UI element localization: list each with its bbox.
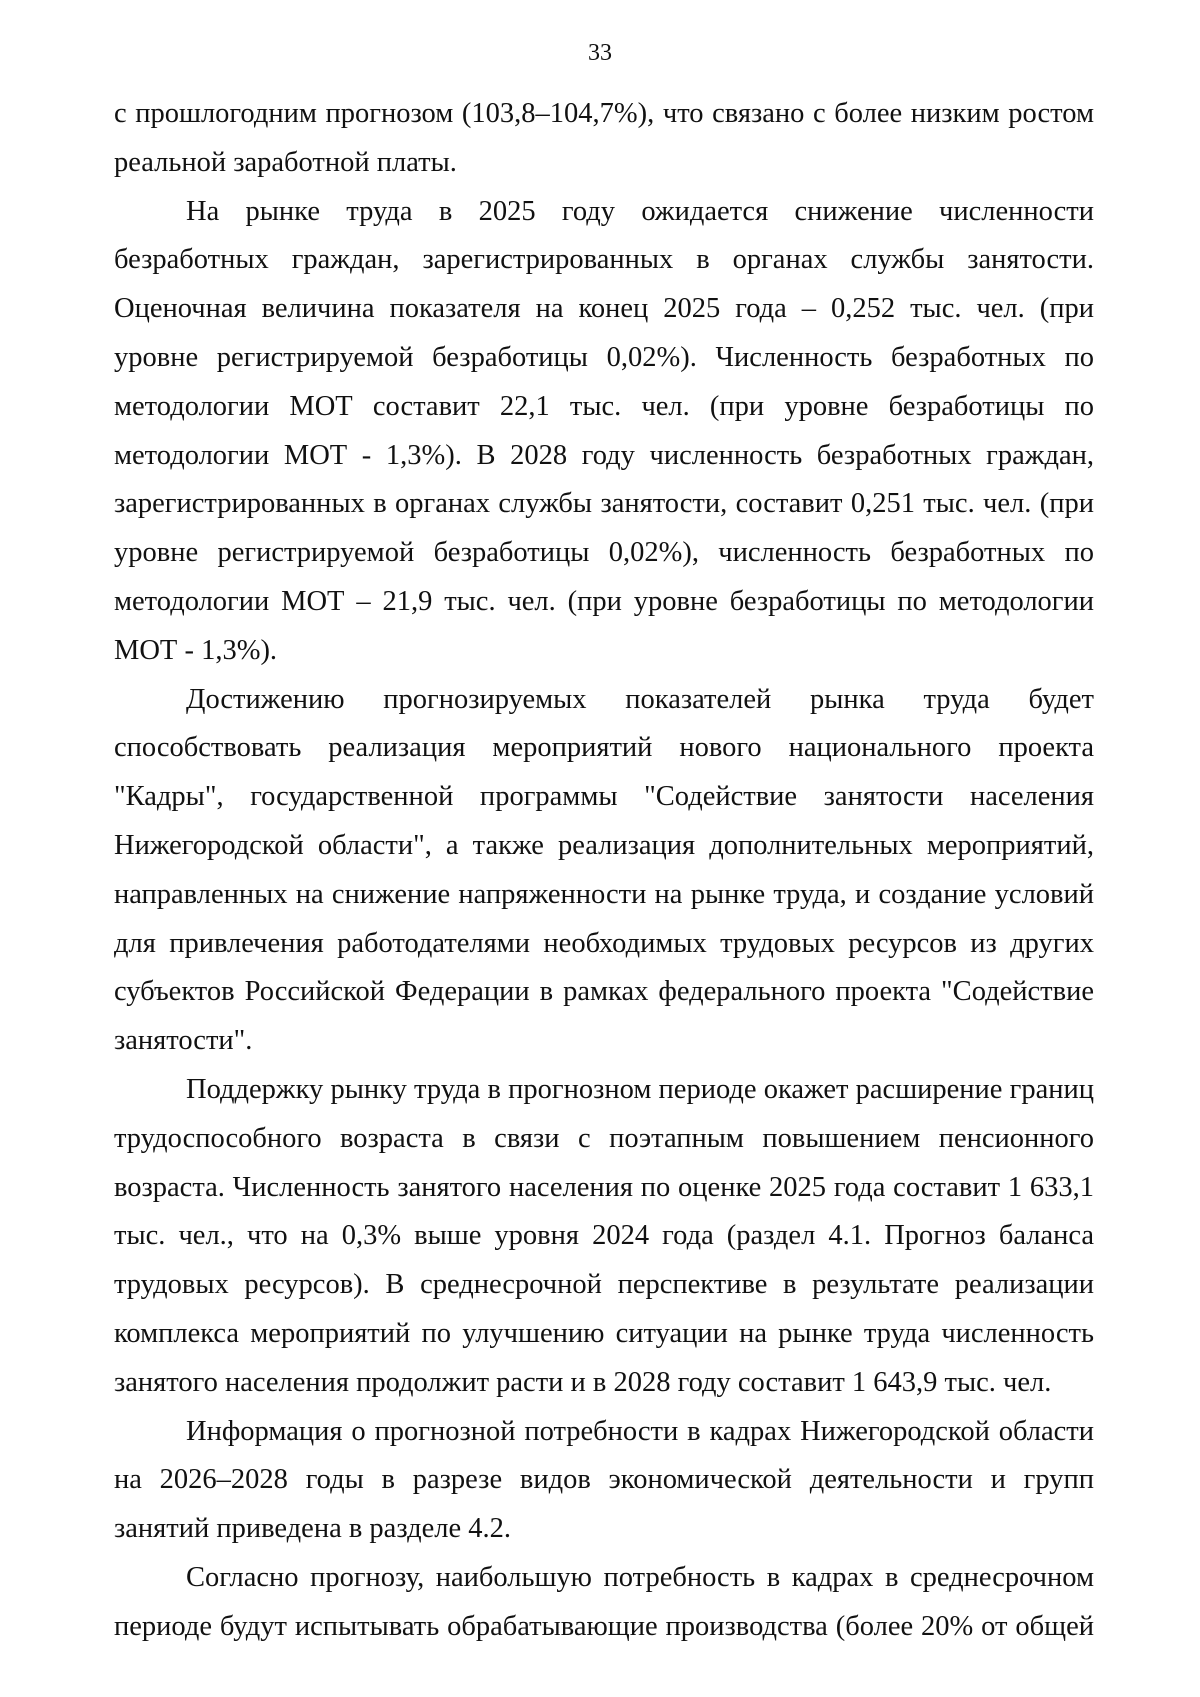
paragraph-salary-continuation: с прошлогодним прогнозом (103,8–104,7%), что связано с более низким ростом реальной заработной платы. — [114, 98, 1094, 178]
body-text — [114, 90, 1094, 1652]
paragraph-unemployment: На рынке труда в 2025 году ожидается снижение численности безработных граждан, зарегистрированных в органах службы занятости. Оценочная величина показателя на конец 2025 года – 0,252 тыс. чел. (при уровне регистрируемой безработицы 0,02%). Численность безработных по методологии МОТ составит 22,1 тыс. чел. (при уровне безработицы по методологии МОТ - 1,3%). В 2028 году численность безработных граждан, зарегистрированных в органах службы занятости, составит 0,251 тыс. чел. (при уровне регистрируемой безработицы 0,02%), численность безработных по методологии МОТ – 21,9 тыс. чел. (при уровне безработицы по методологии МОТ - 1,3%). — [114, 195, 1094, 666]
paragraph-staffing-needs-info: Информация о прогнозной потребности в кадрах Нижегородской области на 2026–2028 годы в разрезе видов экономической деятельности и групп занятий приведена в разделе 4.2. — [114, 1415, 1094, 1545]
paragraph-manufacturing-demand: Согласно прогнозу, наибольшую потребность в кадрах в среднесрочном периоде будут испытывать обрабатывающие производства (более 20% от общей — [114, 1561, 1094, 1642]
page-number: 33 — [588, 40, 612, 66]
paragraph-labor-market-measures: Достижению прогнозируемых показателей рынка труда будет способствовать реализация мероприятий нового национального проекта "Кадры", государственной программы "Содействие занятости населения Нижегородской области", а также реализация дополнительных мероприятий, направленных на снижение напряженности на рынке труда, и создание условий для привлечения работодателями необходимых трудовых ресурсов из других субъектов Российской Федерации в рамках федерального проекта "Содействие занятости". — [114, 683, 1094, 1057]
paragraph-employed-population: Поддержку рынку труда в прогнозном периоде окажет расширение границ трудоспособного возраста в связи с поэтапным повышением пенсионного возраста. Численность занятого населения по оценке 2025 года составит 1 633,1 тыс. чел., что на 0,3% выше уровня 2024 года (раздел 4.1. Прогноз баланса трудовых ресурсов). В среднесрочной перспективе в результате реализации комплекса мероприятий по улучшению ситуации на рынке труда численность занятого населения продолжит расти и в 2028 году составит 1 643,9 тыс. чел. — [114, 1073, 1094, 1398]
